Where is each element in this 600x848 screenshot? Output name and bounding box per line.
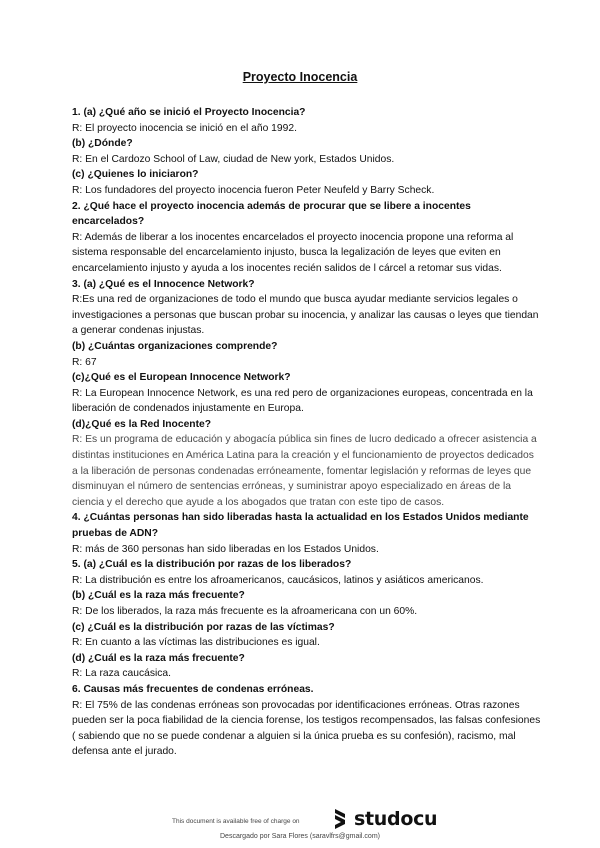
question-line: (b) ¿Cuál es la raza más frecuente? xyxy=(72,590,245,602)
document-body xyxy=(72,105,542,760)
page-title: Proyecto Inocencia xyxy=(242,70,358,84)
answer-line: R: En cuanto a las víctimas las distribuciones es igual. xyxy=(72,637,320,649)
question-line: (b) ¿Dónde? xyxy=(72,138,133,150)
answer-line: R: 67 xyxy=(72,356,97,368)
question-line: (c) ¿Cuál es la distribución por razas de las víctimas? xyxy=(72,621,335,633)
answer-line: R: Además de liberar a los inocentes encarcelados el proyecto inocencia propone una reforma al sistema responsable del encarcelamiento injusto, busca la legalización de leyes que eviten en encarcelamiento injusto y ayuda a los inocentes recién salidos de l cárcel a retomar sus vidas. xyxy=(72,231,514,274)
answer-line: R: En el Cardozo School of Law, ciudad de New york, Estados Unidos. xyxy=(72,153,395,165)
question-line: (c)¿Qué es el European Innocence Network? xyxy=(72,372,291,384)
answer-line: R:Es una red de organizaciones de todo el mundo que busca ayudar mediante servicios legales o investigaciones a personas que buscan probar su inocencia, y analizar las causas o leyes que tiendan a generar condenas injustas. xyxy=(72,294,539,337)
answer-line: R: Es un programa de educación y abogacía pública sin fines de lucro dedicado a ofrecer asistencia a distintas instituciones en América Latina para la creación y el funcionamiento de proyectos dedicados a la liberación de personas condenadas erróneamente, fomentar legislación y reformas de leyes que disminuyan el número de sentencias erróneas, y suministrar apoyo especializado en áreas de la ciencia y el derecho que ayude a los abogados que tratan con este tipo de casos. xyxy=(72,434,537,508)
question-line: 5. (a) ¿Cuál es la distribución por razas de los liberados? xyxy=(72,559,352,571)
answer-line: R: La European Innocence Network, es una red pero de organizaciones europeas, concentrada en la liberación de condenados injustamente en Europa. xyxy=(72,387,533,415)
question-line: (c) ¿Quienes lo iniciaron? xyxy=(72,169,199,181)
answer-line: R: El 75% de las condenas erróneas son provocadas por identificaciones erróneas. Otras razones pueden ser la poca fiabilidad de la ciencia forense, los testigos recompensados, las falsas confesiones ( sabiendo que no se puede condenar a alguien si la única prueba es su confesión), racismo, mal defensa ante el jurado. xyxy=(72,699,541,758)
question-line: (d)¿Qué es la Red Inocente? xyxy=(72,418,212,430)
answer-line: R: De los liberados, la raza más frecuente es la afroamericana con un 60%. xyxy=(72,606,418,617)
answer-line: R: La distribución es entre los afroamericanos, caucásicos, latinos y asiáticos americanos. xyxy=(72,574,484,586)
answer-line: R: más de 360 personas han sido liberadas en los Estados Unidos. xyxy=(72,543,379,555)
answer-line: R: El proyecto inocencia se inició en el año 1992. xyxy=(72,122,297,134)
question-line: 6. Causas más frecuentes de condenas erróneas. xyxy=(72,683,314,695)
studocu-logo[interactable] xyxy=(330,808,437,830)
question-line: 3. (a) ¿Qué es el Innocence Network? xyxy=(72,278,255,290)
answer-line: R: La raza caucásica. xyxy=(72,668,172,680)
studocu-brand-text: studocu xyxy=(354,808,438,830)
question-line: 2. ¿Qué hace el proyecto inocencia además de procurar que se libere a inocentes encarcelados? xyxy=(72,200,471,228)
question-line: (d) ¿Cuál es la raza más frecuente? xyxy=(72,652,245,664)
downloaded-by-note: Descargado por Sara Flores (saravlfrs@gmail.com) xyxy=(220,833,380,840)
studocu-logo-icon xyxy=(330,808,350,830)
footer-note: This document is available free of charge on xyxy=(172,818,300,825)
question-line: (b) ¿Cuántas organizaciones comprende? xyxy=(72,340,278,352)
question-line: 4. ¿Cuántas personas han sido liberadas hasta la actualidad en los Estados Unidos mediante pruebas de ADN? xyxy=(72,512,529,540)
answer-line: R: Los fundadores del proyecto inocencia fueron Peter Neufeld y Barry Scheck. xyxy=(72,184,435,196)
page-footer xyxy=(0,806,600,846)
question-line: 1. (a) ¿Qué año se inició el Proyecto Inocencia? xyxy=(72,107,306,118)
